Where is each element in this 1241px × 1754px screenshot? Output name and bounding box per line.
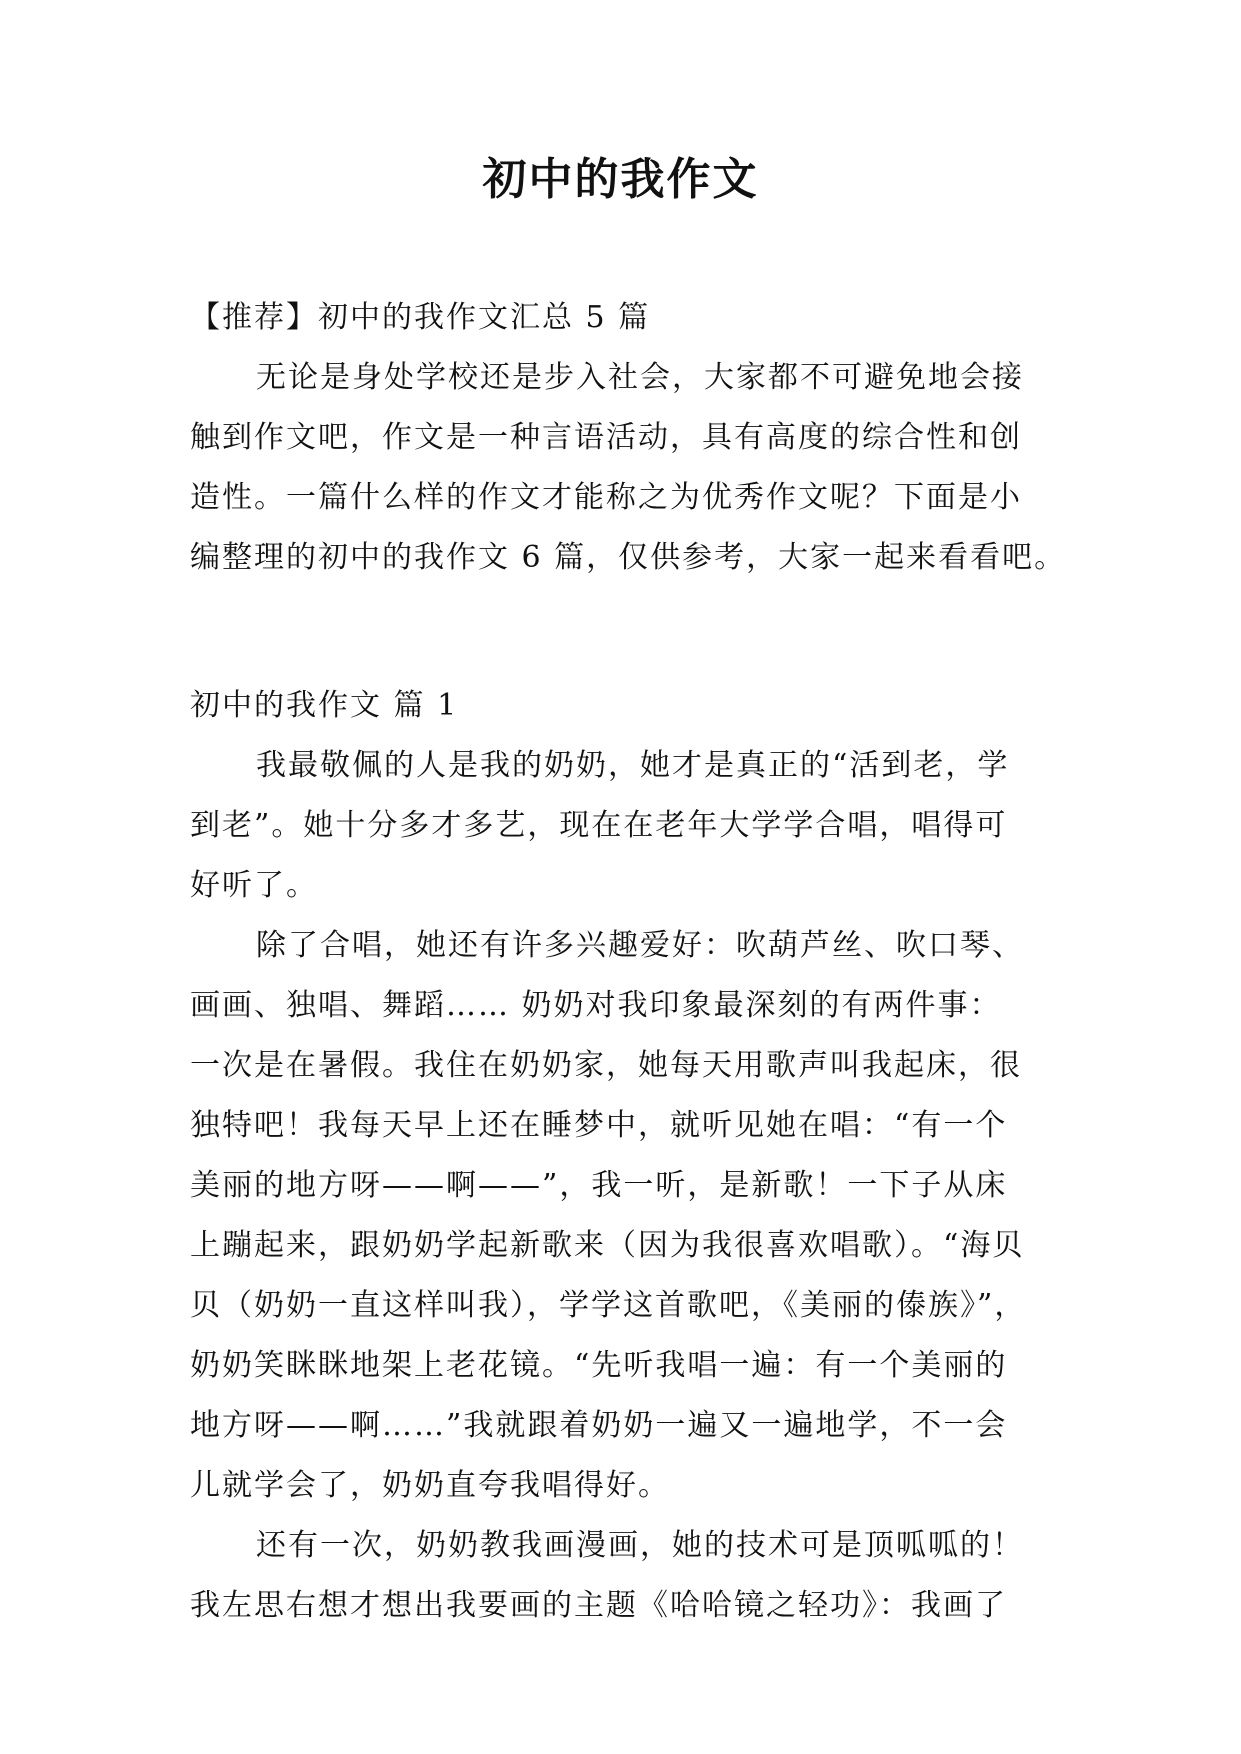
paragraph-2 [190, 916, 1060, 1516]
paragraph-line: 我最敬佩的人是我的奶奶，她才是真正的“活到老，学 [256, 748, 1010, 783]
paragraph-line: 一次是在暑假。我住在奶奶家，她每天用歌声叫我起床，很 [190, 1048, 1022, 1083]
paragraph-line: 美丽的地方呀——啊——”，我一听，是新歌！一下子从床 [190, 1168, 1008, 1203]
paragraph-line: 上蹦起来，跟奶奶学起新歌来（因为我很喜欢唱歌）。“海贝 [190, 1228, 1025, 1263]
subtitle: 【推荐】初中的我作文汇总 5 篇 [190, 300, 651, 335]
paragraph-line: 还有一次，奶奶教我画漫画，她的技术可是顶呱呱的！ [256, 1528, 1024, 1563]
paragraph-1 [190, 736, 1060, 916]
paragraph-line: 触到作文吧，作文是一种言语活动，具有高度的综合性和创 [190, 420, 1022, 455]
paragraph-line: 除了合唱，她还有许多兴趣爱好：吹葫芦丝、吹口琴、 [256, 928, 1024, 963]
paragraph-line: 造性。一篇什么样的作文才能称之为优秀作文呢？下面是小 [190, 480, 1022, 515]
paragraph-line: 画画、独唱、舞蹈…… 奶奶对我印象最深刻的有两件事： [190, 988, 1002, 1023]
paragraph-line: 好听了。 [190, 868, 318, 903]
paragraph-line: 儿就学会了，奶奶直夸我唱得好。 [190, 1468, 670, 1503]
paragraph-3 [190, 1516, 1060, 1636]
section-heading: 初中的我作文 篇 1 [190, 688, 459, 723]
paragraph-line: 编整理的初中的我作文 6 篇，仅供参考，大家一起来看看吧。 [190, 540, 1067, 575]
paragraph-line: 到老”。她十分多才多艺，现在在老年大学学合唱，唱得可 [190, 808, 1008, 843]
document-body [190, 288, 1067, 1636]
intro-paragraph [190, 348, 1067, 588]
paragraph-line: 我左思右想才想出我要画的主题《哈哈镜之轻功》：我画了 [190, 1588, 1007, 1623]
paragraph-line: 独特吧！我每天早上还在睡梦中，就听见她在唱：“有一个 [190, 1108, 1008, 1143]
paragraph-line: 贝（奶奶一直这样叫我），学学这首歌吧，《美丽的傣族》”， [190, 1288, 1027, 1323]
document-title: 初中的我作文 [482, 154, 759, 205]
paragraph-line: 无论是身处学校还是步入社会，大家都不可避免地会接 [256, 360, 1024, 395]
paragraph-line: 地方呀——啊……”我就跟着奶奶一遍又一遍地学，不一会 [190, 1408, 1008, 1443]
paragraph-line: 奶奶笑眯眯地架上老花镜。“先听我唱一遍：有一个美丽的 [190, 1348, 1008, 1383]
section-spacer [190, 588, 1060, 676]
